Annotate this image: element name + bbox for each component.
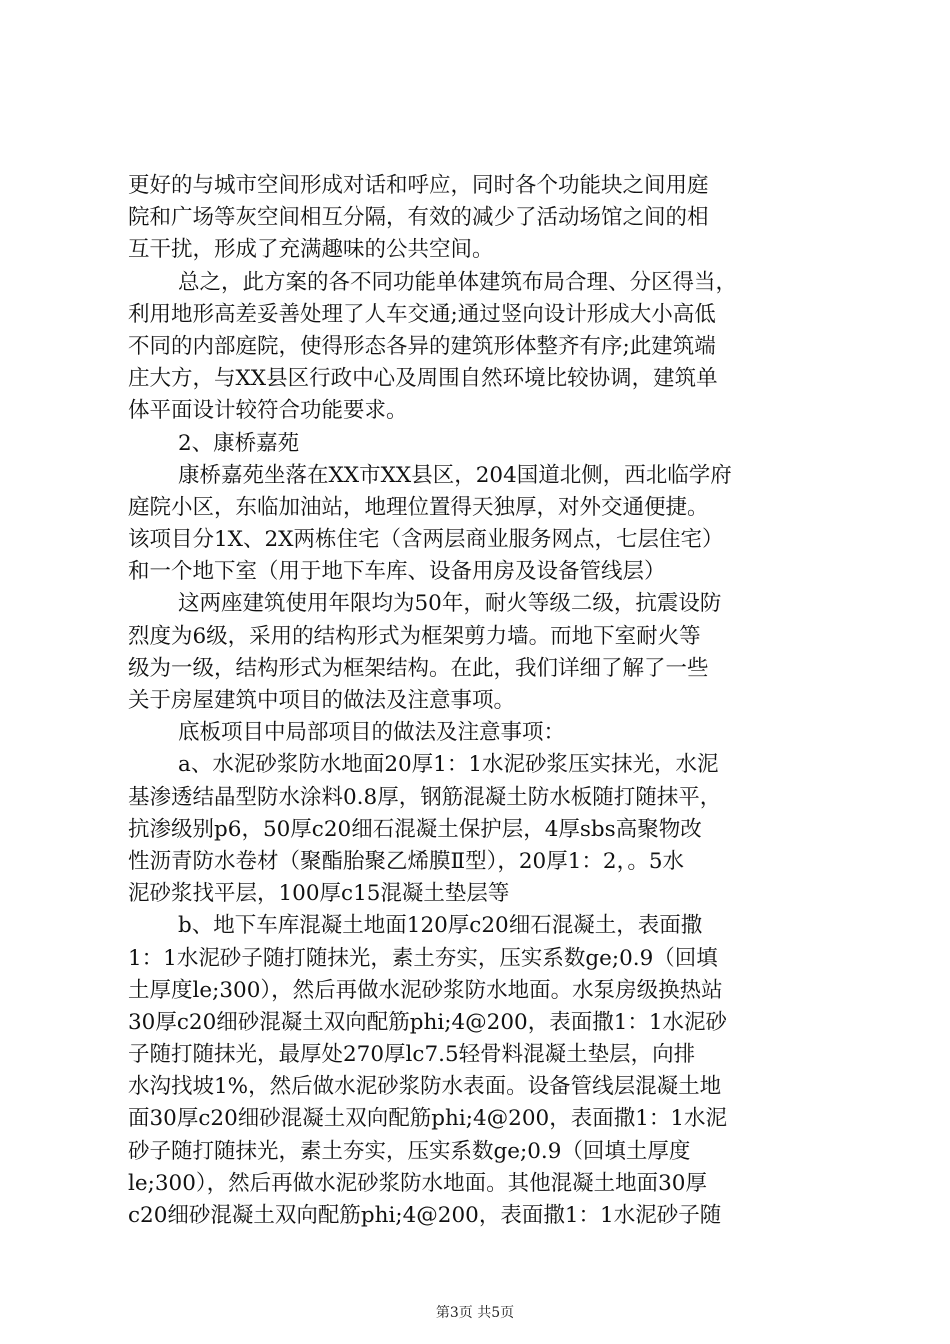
text-line: 体平面设计较符合功能要求。 [128, 398, 408, 424]
text-line: le;300），然后再做水泥砂浆防水地面。其他混凝土地面30厚 [128, 1170, 707, 1196]
text-line: 这两座建筑使用年限均为50年，耐火等级二级，抗震设防 [178, 591, 722, 617]
text-line: 面30厚c20细砂混凝土双向配筋phi;4@200，表面撒1：1水泥 [128, 1106, 728, 1132]
page-footer: 第3页 共5页 [435, 1305, 515, 1321]
text-line: 性沥青防水卷材（聚酯胎聚乙烯膜Ⅱ型），20厚1：2，。5水 [128, 848, 685, 874]
text-line: 底板项目中局部项目的做法及注意事项： [178, 720, 566, 746]
text-line: 30厚c20细砂混凝土双向配筋phi;4@200，表面撒1：1水泥砂 [128, 1009, 728, 1035]
text-line: 利用地形高差妥善处理了人车交通;通过竖向设计形成大小高低 [128, 301, 716, 327]
text-line: 基渗透结晶型防水涂料0.8厚，钢筋混凝土防水板随打随抹平， [128, 784, 722, 810]
text-line: 子随打随抹光，最厚处270厚lc7.5轻骨料混凝土垫层，向排 [128, 1042, 696, 1068]
text-line: 该项目分1X、2X两栋住宅（含两层商业服务网点，七层住宅） [128, 527, 724, 553]
text-line: 互干扰，形成了充满趣味的公共空间。 [128, 237, 494, 263]
text-line: c20细砂混凝土双向配筋phi;4@200，表面撒1：1水泥砂子随 [128, 1203, 722, 1228]
text-line: 关于房屋建筑中项目的做法及注意事项。 [128, 688, 516, 713]
text-line: 和一个地下室（用于地下车库、设备用房及设备管线层） [128, 559, 666, 585]
text-line: 土厚度le;300），然后再做水泥砂浆防水地面。水泵房级换热站 [128, 977, 723, 1003]
text-line: 2、康桥嘉苑 [178, 430, 300, 456]
text-line: 庭院小区，东临加油站，地理位置得天独厚，对外交通便捷。 [128, 494, 709, 520]
document-body [128, 170, 828, 1232]
text-line: 庄大方，与XX县区行政中心及周围自然环境比较协调，建筑单 [128, 366, 718, 392]
text-line: 不同的内部庭院，使得形态各异的建筑形体整齐有序;此建筑端 [128, 333, 716, 359]
text-line: 级为一级，结构形式为框架结构。在此，我们详细了解了一些 [128, 655, 709, 681]
text-line: 烈度为6级，采用的结构形式为框架剪力墙。而地下室耐火等 [128, 623, 701, 649]
text-line: 泥砂浆找平层，100厚c15混凝土垫层等 [128, 881, 510, 907]
text-line: a、水泥砂浆防水地面20厚1：1水泥砂浆压实抹光，水泥 [178, 752, 719, 778]
text-line: 更好的与城市空间形成对话和呼应，同时各个功能块之间用庭 [128, 173, 709, 198]
text-line: 水沟找坡1%，然后做水泥砂浆防水表面。设备管线层混凝土地 [128, 1074, 722, 1100]
text-line: b、地下车库混凝土地面120厚c20细石混凝土，表面撒 [178, 913, 703, 939]
text-line: 院和广场等灰空间相互分隔，有效的减少了活动场馆之间的相 [128, 205, 709, 231]
text-line: 总之，此方案的各不同功能单体建筑布局合理、分区得当， [178, 269, 738, 295]
text-line: 1：1水泥砂子随打随抹光，素土夯实，压实系数ge;0.9（回填 [128, 945, 718, 971]
text-line: 康桥嘉苑坐落在XX市XX县区，204国道北侧，西北临学府 [178, 462, 732, 488]
text-line: 砂子随打随抹光，素土夯实，压实系数ge;0.9（回填土厚度 [128, 1138, 691, 1164]
text-line: 抗渗级别p6，50厚c20细石混凝土保护层，4厚sbs高聚物改 [128, 816, 702, 842]
